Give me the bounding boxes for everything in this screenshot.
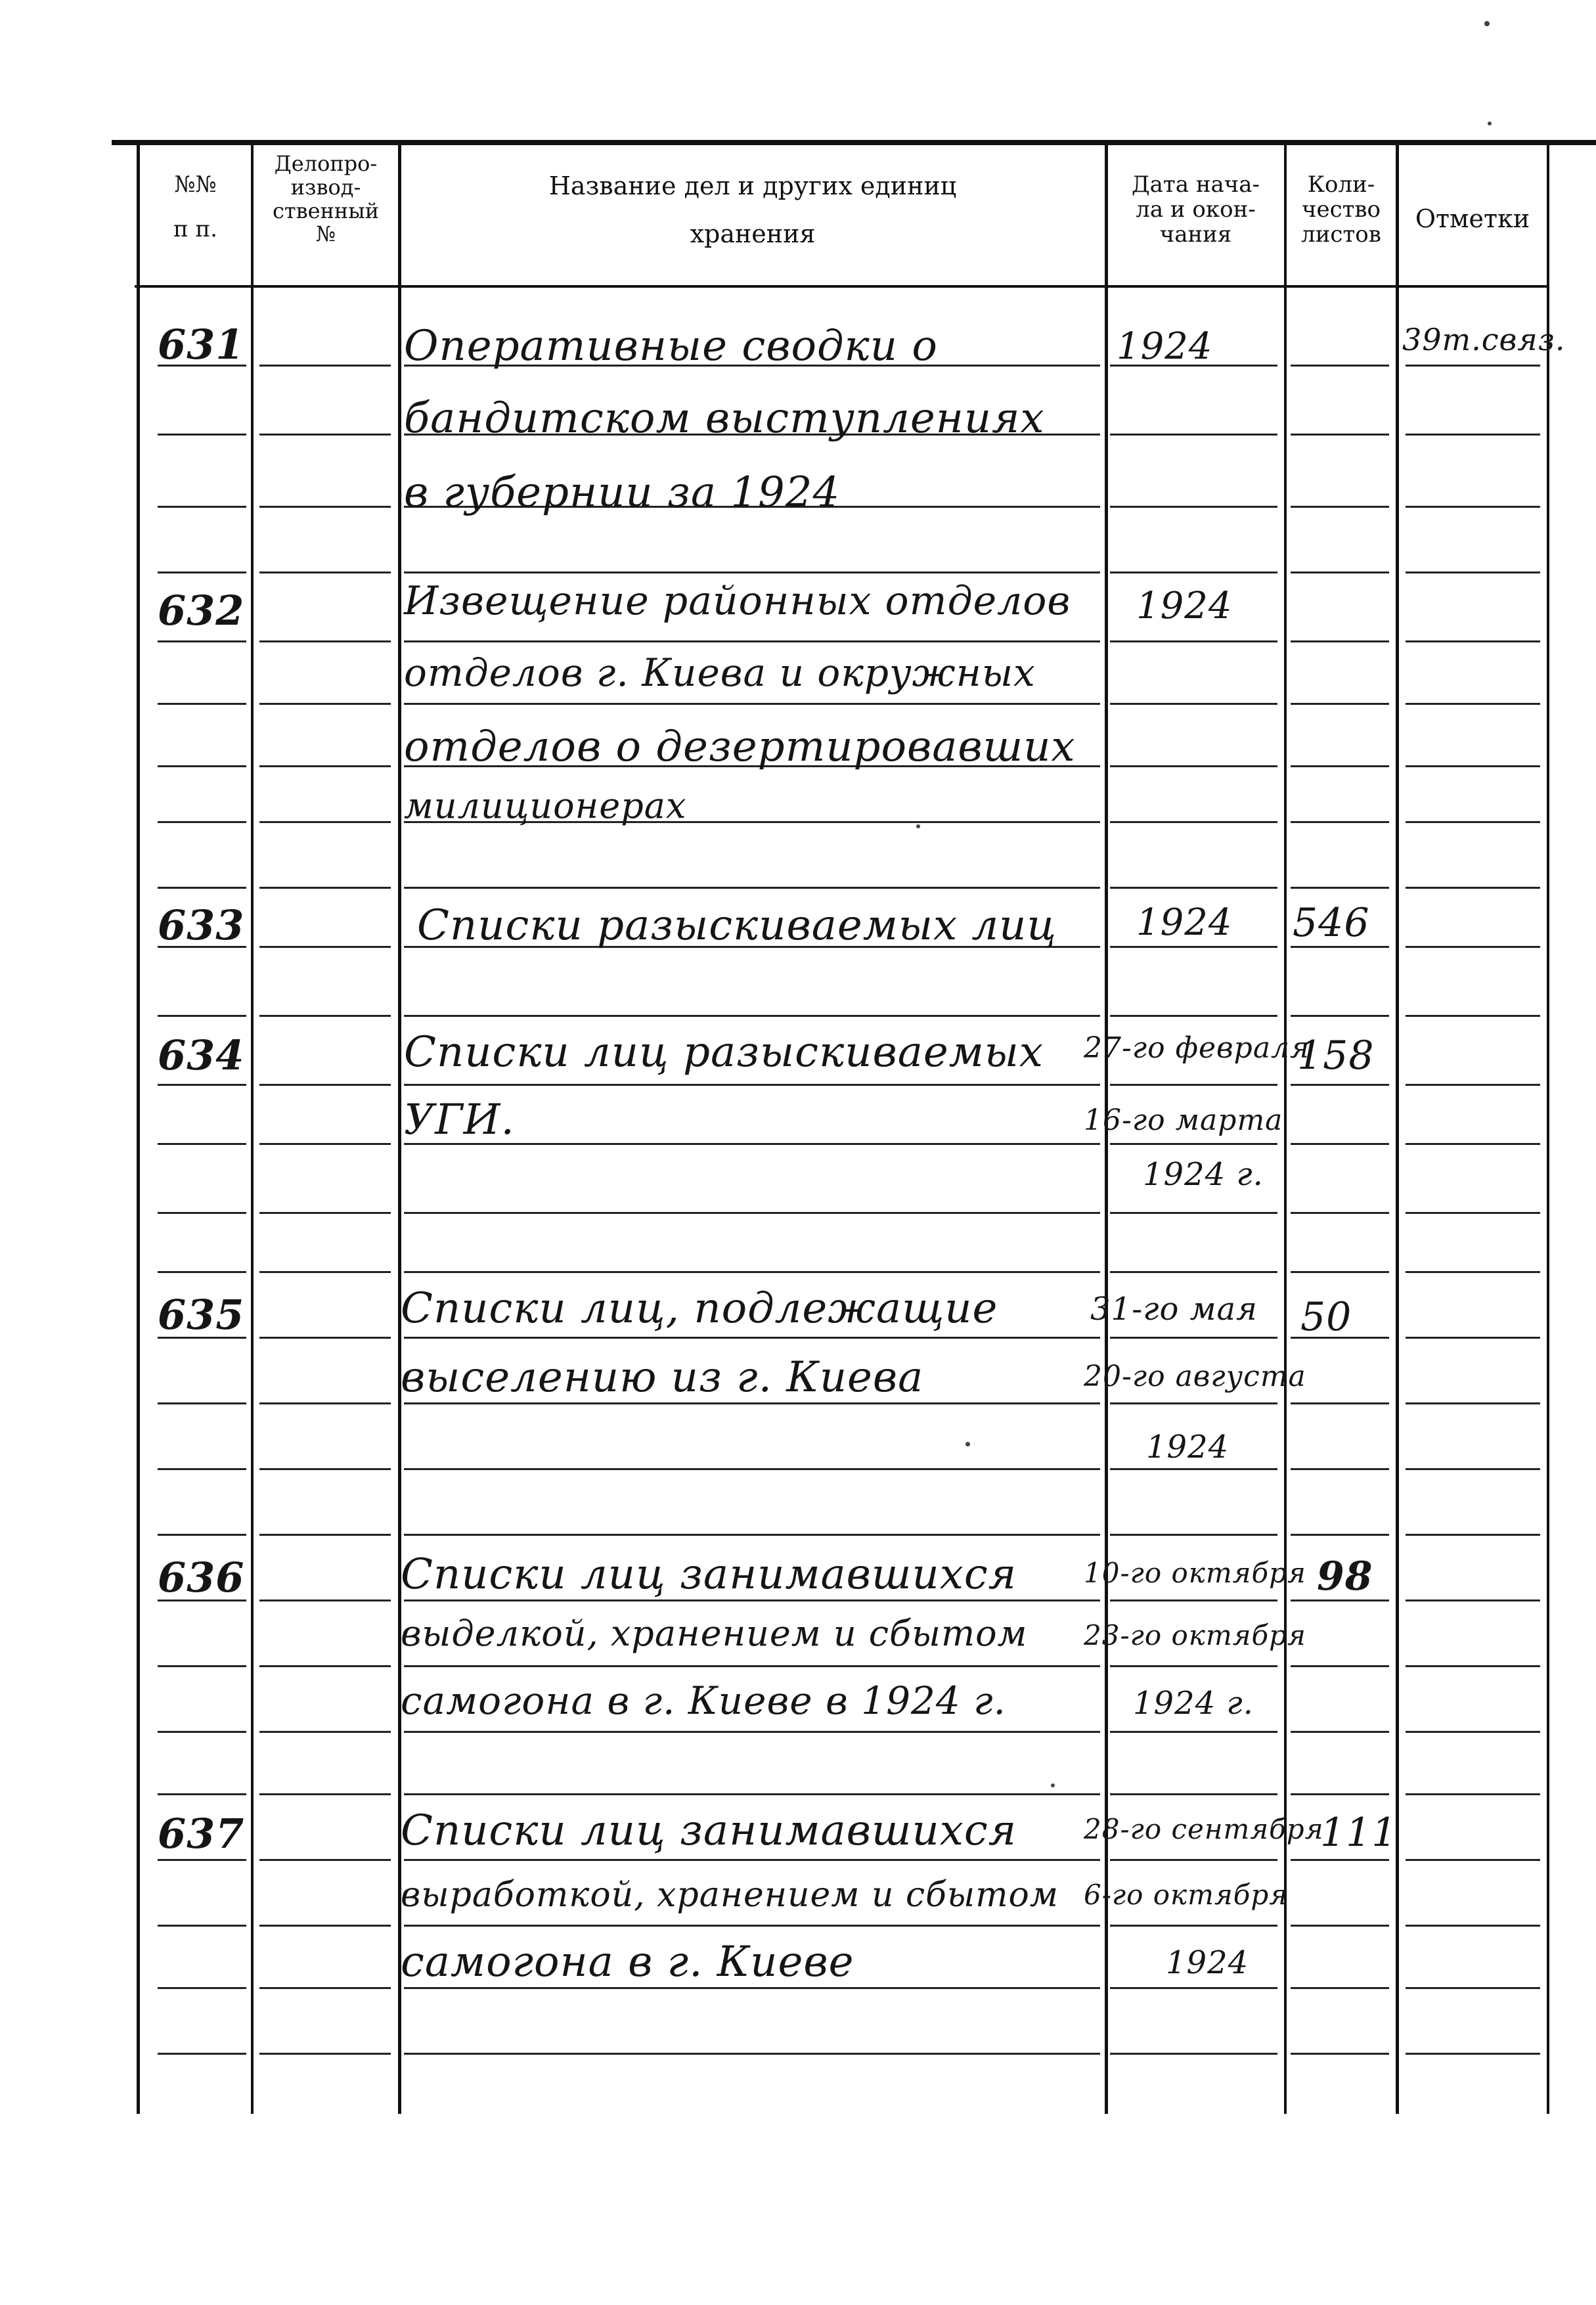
ruled-line xyxy=(1406,1859,1540,1861)
ruled-line xyxy=(404,1534,1100,1536)
ruled-line xyxy=(1110,1600,1277,1601)
ruled-line xyxy=(1110,1337,1277,1339)
ruled-line xyxy=(259,946,391,948)
ruled-line xyxy=(1406,640,1540,642)
ruled-line xyxy=(1291,887,1389,889)
ruled-line xyxy=(404,2053,1100,2055)
ruled-line xyxy=(1291,703,1389,705)
header-notes: Отметки xyxy=(1415,204,1530,233)
record-title-line: самогона в г. Киеве в 1924 г. xyxy=(401,1678,1006,1723)
ruled-line xyxy=(1110,1468,1277,1470)
header-sheet-count: Коли- чество листов xyxy=(1301,171,1381,248)
ruled-line xyxy=(1291,1534,1389,1536)
ruled-line xyxy=(1110,1859,1277,1861)
ruled-line xyxy=(1291,946,1389,948)
ruled-line xyxy=(1406,703,1540,705)
record-date-line: 1924 xyxy=(1136,901,1233,944)
scan-speck xyxy=(965,1442,970,1446)
ruled-line xyxy=(1110,640,1277,642)
ruled-line xyxy=(259,1271,391,1273)
scan-speck xyxy=(1488,122,1492,125)
ruled-line xyxy=(158,1793,246,1795)
ruled-line xyxy=(158,821,246,823)
column-divider xyxy=(251,143,254,2114)
ruled-line xyxy=(1291,506,1389,508)
ruled-line xyxy=(1291,821,1389,823)
ruled-line xyxy=(1291,1987,1389,1989)
ruled-line xyxy=(158,1925,246,1927)
ruled-line xyxy=(404,887,1100,889)
record-title-line: Списки лиц занимавшихся xyxy=(401,1550,1017,1599)
record-number: 635 xyxy=(158,1291,245,1339)
record-number: 633 xyxy=(158,901,245,949)
ruled-line xyxy=(1291,1665,1389,1667)
record-title-line: отделов г. Киева и окружных xyxy=(404,650,1036,695)
table-top-border xyxy=(112,140,1596,145)
record-title-line: бандитском выступлениях xyxy=(404,394,1045,443)
ruled-line xyxy=(259,1084,391,1086)
record-date-line: 1924 г. xyxy=(1143,1156,1264,1193)
ruled-line xyxy=(1110,1271,1277,1273)
ruled-line xyxy=(158,1731,246,1733)
ruled-line xyxy=(158,434,246,436)
ruled-line xyxy=(158,703,246,705)
ruled-line xyxy=(259,365,391,367)
ruled-line xyxy=(404,1731,1100,1733)
ruled-line xyxy=(1291,1468,1389,1470)
ruled-line xyxy=(259,887,391,889)
record-title-line: Списки лиц, подлежащие xyxy=(401,1284,998,1333)
ruled-line xyxy=(259,821,391,823)
ruled-line xyxy=(1406,571,1540,573)
ruled-line xyxy=(259,1731,391,1733)
ruled-line xyxy=(1406,506,1540,508)
ruled-line xyxy=(404,1793,1100,1795)
ruled-line xyxy=(1291,1859,1389,1861)
ruled-line xyxy=(1406,887,1540,889)
ruled-line xyxy=(259,1600,391,1601)
ruled-line xyxy=(404,1084,1100,1086)
record-sheet-count: 98 xyxy=(1317,1554,1373,1600)
record-number: 631 xyxy=(158,321,245,369)
scan-speck xyxy=(916,824,920,828)
ruled-line xyxy=(1291,1731,1389,1733)
ruled-line xyxy=(404,1600,1100,1601)
ruled-line xyxy=(1110,1731,1277,1733)
record-date-line: 1924 xyxy=(1146,1429,1230,1466)
record-date-line: 16-го марта xyxy=(1084,1104,1283,1137)
ruled-line xyxy=(158,640,246,642)
record-title-line: отделов о дезертировавших xyxy=(404,723,1076,771)
ruled-line xyxy=(1110,1143,1277,1145)
ruled-line xyxy=(1406,765,1540,767)
ruled-line xyxy=(259,1212,391,1214)
ruled-line xyxy=(1291,640,1389,642)
ruled-line xyxy=(1110,1212,1277,1214)
record-number: 637 xyxy=(158,1810,245,1858)
ruled-line xyxy=(1110,506,1277,508)
record-title-line: милиционерах xyxy=(404,785,687,826)
ruled-line xyxy=(1291,365,1389,367)
ruled-line xyxy=(259,1337,391,1339)
record-date-line: 31-го мая xyxy=(1090,1291,1258,1328)
record-date-line: 28-го сентября xyxy=(1084,1813,1324,1845)
record-date-line: 20-го августа xyxy=(1084,1360,1306,1393)
ruled-line xyxy=(158,1212,246,1214)
record-sheet-count: 111 xyxy=(1320,1810,1398,1856)
ruled-line xyxy=(259,1534,391,1536)
ruled-line xyxy=(1406,1084,1540,1086)
record-number: 636 xyxy=(158,1554,245,1601)
ruled-line xyxy=(158,1402,246,1404)
ruled-line xyxy=(404,1337,1100,1339)
column-divider xyxy=(137,143,140,2114)
record-date-line: 1924 xyxy=(1117,325,1213,368)
record-title-line: самогона в г. Киеве xyxy=(401,1938,854,1986)
ruled-line xyxy=(1406,1665,1540,1667)
ruled-line xyxy=(259,1925,391,1927)
ruled-line xyxy=(259,1402,391,1404)
ruled-line xyxy=(259,1859,391,1861)
ruled-line xyxy=(1110,571,1277,573)
ruled-line xyxy=(158,1859,246,1861)
ruled-line xyxy=(1110,1084,1277,1086)
ruled-line xyxy=(1110,821,1277,823)
record-date-line: 1924 г. xyxy=(1133,1685,1254,1722)
ruled-line xyxy=(404,1468,1100,1470)
ruled-line xyxy=(1110,1987,1277,1989)
ruled-line xyxy=(404,1665,1100,1667)
ruled-line xyxy=(1291,1143,1389,1145)
ruled-line xyxy=(1406,1987,1540,1989)
ruled-line xyxy=(1110,2053,1277,2055)
scan-speck xyxy=(1484,21,1490,26)
column-divider xyxy=(1547,143,1549,2114)
record-date-line: 27-го февраля xyxy=(1084,1031,1310,1065)
ruled-line xyxy=(1291,571,1389,573)
ruled-line xyxy=(158,2053,246,2055)
ruled-line xyxy=(1110,1534,1277,1536)
record-title-line: УГИ. xyxy=(404,1096,515,1144)
ruled-line xyxy=(1406,2053,1540,2055)
record-title-line: Оперативные сводки о xyxy=(404,322,938,370)
ruled-line xyxy=(1110,703,1277,705)
ruled-line xyxy=(404,640,1100,642)
ruled-line xyxy=(1406,365,1540,367)
record-date-line: 10-го октября xyxy=(1084,1557,1306,1589)
ruled-line xyxy=(1291,765,1389,767)
ruled-line xyxy=(1110,1793,1277,1795)
record-title-line: Извещение районных отделов xyxy=(404,578,1071,624)
scan-speck xyxy=(1051,1783,1055,1787)
ruled-line xyxy=(1406,1600,1540,1601)
ruled-line xyxy=(158,1015,246,1017)
ruled-line xyxy=(1291,1793,1389,1795)
ruled-line xyxy=(259,1143,391,1145)
ruled-line xyxy=(1110,765,1277,767)
ruled-line xyxy=(404,571,1100,573)
ruled-line xyxy=(1110,434,1277,436)
ruled-line xyxy=(1291,1600,1389,1601)
record-title-line: Списки лиц разыскиваемых xyxy=(404,1028,1044,1077)
ruled-line xyxy=(404,1402,1100,1404)
ruled-line xyxy=(1291,1084,1389,1086)
header-bottom-border xyxy=(135,285,1547,288)
record-title-line: в губернии за 1924 xyxy=(404,468,841,517)
header-title: Название дел и других единиц хранения xyxy=(548,171,957,248)
ruled-line xyxy=(404,1015,1100,1017)
ruled-line xyxy=(158,765,246,767)
ruled-line xyxy=(158,571,246,573)
ruled-line xyxy=(1291,2053,1389,2055)
record-number: 632 xyxy=(158,587,245,635)
ruled-line xyxy=(158,1468,246,1470)
ruled-line xyxy=(1406,434,1540,436)
record-title-line: Списки лиц занимавшихся xyxy=(401,1806,1017,1855)
ruled-line xyxy=(259,703,391,705)
ruled-line xyxy=(259,640,391,642)
record-sheet-count: 546 xyxy=(1293,900,1370,946)
ruled-line xyxy=(158,887,246,889)
ruled-line xyxy=(158,1143,246,1145)
ruled-line xyxy=(259,1468,391,1470)
header-office-number: Делопро- извод- ственный № xyxy=(272,151,380,247)
ruled-line xyxy=(1406,946,1540,948)
ruled-line xyxy=(158,506,246,508)
ruled-line xyxy=(1110,1402,1277,1404)
ruled-line xyxy=(404,1271,1100,1273)
record-date-line: 23-го октября xyxy=(1084,1619,1306,1651)
ruled-line xyxy=(259,506,391,508)
ruled-line xyxy=(404,1212,1100,1214)
ruled-line xyxy=(1406,821,1540,823)
ruled-line xyxy=(404,703,1100,705)
ruled-line xyxy=(404,1859,1100,1861)
ruled-line xyxy=(259,571,391,573)
ruled-line xyxy=(1291,1212,1389,1214)
ruled-line xyxy=(1406,1468,1540,1470)
ruled-line xyxy=(158,1665,246,1667)
ruled-line xyxy=(1291,1015,1389,1017)
ruled-line xyxy=(1406,1402,1540,1404)
ruled-line xyxy=(1291,1925,1389,1927)
ruled-line xyxy=(1406,1793,1540,1795)
ruled-line xyxy=(1110,1925,1277,1927)
record-number: 634 xyxy=(158,1031,245,1079)
ruled-line xyxy=(259,2053,391,2055)
ruled-line xyxy=(1291,1271,1389,1273)
ruled-line xyxy=(1110,887,1277,889)
record-date-line: 1924 xyxy=(1166,1944,1249,1981)
record-sheet-count: 50 xyxy=(1300,1294,1352,1340)
ruled-line xyxy=(1291,434,1389,436)
ruled-line xyxy=(259,1015,391,1017)
record-sheet-count: 158 xyxy=(1297,1033,1375,1079)
ruled-line xyxy=(259,434,391,436)
record-title-line: выделкой, хранением и сбытом xyxy=(401,1613,1028,1654)
ruled-line xyxy=(1110,1665,1277,1667)
ruled-line xyxy=(1406,1925,1540,1927)
record-title-line: выселению из г. Киева xyxy=(401,1353,924,1402)
ruled-line xyxy=(158,1271,246,1273)
ruled-line xyxy=(1406,1534,1540,1536)
ruled-line xyxy=(404,1925,1100,1927)
ruled-line xyxy=(1110,1015,1277,1017)
ruled-line xyxy=(1406,1337,1540,1339)
header-number: №№ п п. xyxy=(173,171,217,243)
ruled-line xyxy=(1406,1015,1540,1017)
ruled-line xyxy=(1406,1143,1540,1145)
ruled-line xyxy=(259,1665,391,1667)
ruled-line xyxy=(1291,1402,1389,1404)
record-date-line: 6-го октября xyxy=(1084,1879,1289,1911)
ruled-line xyxy=(158,1987,246,1989)
ruled-line xyxy=(259,1987,391,1989)
ruled-line xyxy=(1406,1212,1540,1214)
ruled-line xyxy=(404,1987,1100,1989)
ruled-line xyxy=(1406,1271,1540,1273)
ruled-line xyxy=(158,1534,246,1536)
record-date-line: 1924 xyxy=(1136,585,1233,627)
header-dates: Дата нача- ла и окон- чания xyxy=(1132,171,1260,248)
ruled-line xyxy=(1406,1731,1540,1733)
ruled-line xyxy=(1110,946,1277,948)
ruled-line xyxy=(259,765,391,767)
record-title-line: выработкой, хранением и сбытом xyxy=(401,1875,1059,1915)
ruled-line xyxy=(259,1793,391,1795)
ruled-line xyxy=(158,1084,246,1086)
record-title-line: Списки разыскиваемых лиц xyxy=(417,901,1057,950)
record-note: 39т.связ. xyxy=(1402,322,1566,357)
